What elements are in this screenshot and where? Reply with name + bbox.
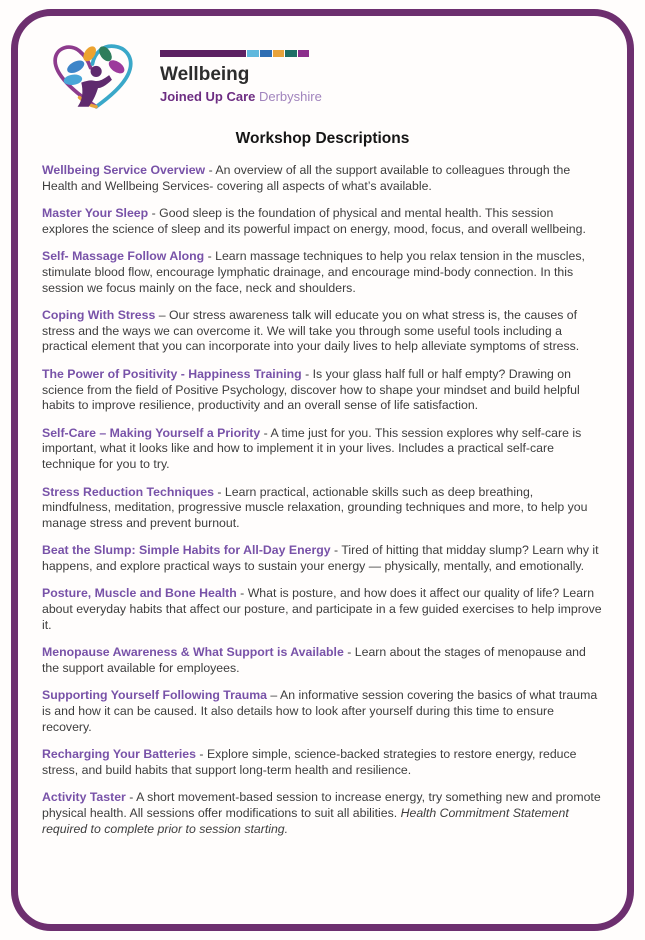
brand-bar-segment: [273, 50, 285, 57]
workshop-description: An informative session covering the basics of what trauma is and how it can be caused. It also details how to look after yourself during this time to ensure recovery.: [42, 688, 598, 734]
workshop-paragraph: [42, 485, 603, 532]
joined-up-care-label: Joined Up Care: [160, 89, 256, 104]
page-title: Workshop Descriptions: [235, 130, 410, 147]
workshop-description: Learn about the stages of menopause and the support available for employees.: [42, 645, 586, 675]
brand-color-bar: [160, 50, 310, 57]
workshop-description: Our stress awareness talk will educate you on what stress is, the causes of stress and the ways we can overcome it. We will take you through some useful tools including a practical element that you can incorporate into your daily lives to help alleviate symptoms of stress.: [42, 308, 580, 354]
workshop-separator: -: [151, 206, 156, 221]
workshop-paragraph: [42, 688, 603, 735]
workshop-separator: -: [199, 747, 204, 762]
workshop-separator: -: [305, 366, 310, 381]
workshop-description: Learn massage techniques to help you relax tension in the muscles, stimulate blood flow, encourage lymphatic drainage, and encourage mind-body connection. In this session we focus mainly on the face, neck and shoulders.: [42, 249, 585, 295]
person-body: [78, 75, 112, 107]
brand-bar-segment: [260, 50, 272, 57]
workshop-description: Learn practical, actionable skills such as deep breathing, mindfulness, meditation, progressive muscle relaxation, grounding techniques and more, to help you manage stress and prevent burnout.: [42, 484, 588, 530]
brand-bar-segment: [247, 50, 259, 57]
workshop-separator: -: [129, 790, 134, 805]
workshop-paragraph: [42, 308, 603, 355]
workshop-name: Self- Massage Follow Along: [42, 249, 205, 264]
workshop-name: Coping With Stress: [42, 308, 156, 323]
workshop-separator: -: [208, 163, 213, 177]
leaf-blue-upper: [65, 58, 86, 76]
derbyshire-label: Derbyshire: [258, 89, 322, 104]
workshop-paragraph: [42, 249, 603, 296]
workshop-separator: -: [334, 543, 339, 558]
workshop-paragraph: [42, 543, 603, 574]
workshop-name: Self-Care – Making Yourself a Priority: [42, 425, 261, 440]
brand-bar-segment: [298, 50, 309, 57]
wellbeing-heart-logo-icon: [42, 38, 154, 116]
brand-bar-segment: [285, 50, 297, 57]
workshop-paragraph: [42, 645, 603, 676]
workshop-name: Posture, Muscle and Bone Health: [42, 586, 237, 601]
workshop-list: [42, 163, 603, 837]
workshop-name: Stress Reduction Techniques: [42, 484, 214, 499]
workshop-paragraph: [42, 426, 603, 473]
workshop-paragraph: [42, 163, 603, 194]
workshop-description: Tired of hitting that midday slump? Learn why it happens, and explore practical ways to sustain your energy — physically, mentally, and emotionally.: [42, 543, 599, 573]
workshop-description: An overview of all the support available to colleagues through the Health and Wellbeing Services- covering all aspects of what’s available.: [42, 163, 571, 193]
brand-wordmark: [160, 38, 322, 104]
brand-name: Wellbeing: [160, 64, 250, 85]
workshop-separator: –: [270, 688, 278, 703]
workshop-paragraph: [42, 747, 603, 778]
brand-subtitle: [160, 89, 322, 104]
brand-header: [42, 38, 603, 116]
brand-bar-segment: [160, 50, 246, 57]
workshop-separator: –: [158, 308, 166, 323]
workshop-description: What is posture, and how does it affect our quality of life? Learn about everyday habits that affect our posture, and participate in a few guided exercises to help improve it.: [42, 586, 602, 632]
workshop-description: A time just for you. This session explores why self-care is important, what it looks like and how to implement it in your lives. Includes a practical self-care technique for you to try.: [42, 425, 582, 471]
workshop-description: Good sleep is the foundation of physical and mental health. This session explores the science of sleep and its powerful impact on energy, mood, focus, and overall wellbeing.: [42, 206, 586, 236]
workshop-name: Menopause Awareness & What Support is Available: [42, 645, 344, 660]
workshop-name: Master Your Sleep: [42, 206, 149, 221]
workshop-name: The Power of Positivity - Happiness Training: [42, 366, 302, 381]
workshop-name: Activity Taster: [42, 790, 126, 805]
workshop-paragraph: [42, 790, 603, 837]
workshop-paragraph: [42, 586, 603, 633]
page-content: [42, 38, 603, 849]
workshop-separator: -: [240, 586, 245, 601]
workshop-separator: -: [263, 425, 268, 440]
workshop-name: Recharging Your Batteries: [42, 747, 196, 762]
workshop-separator: -: [347, 645, 352, 660]
workshop-paragraph: [42, 206, 603, 237]
workshop-name: Supporting Yourself Following Trauma: [42, 688, 267, 703]
person-head: [91, 66, 102, 77]
workshop-paragraph: [42, 367, 603, 414]
workshop-name: Wellbeing Service Overview: [42, 163, 206, 177]
workshop-description: Is your glass half full or half empty? Drawing on science from the field of Positive Psychology, discover how to shape your mindset and build helpful habits to improve resilience, productivity and an overall sense of life satisfaction.: [42, 366, 580, 413]
workshop-description: Explore simple, science-backed strategies to restore energy, reduce stress, and build habits that support long-term health and resilience.: [42, 747, 577, 777]
workshop-separator: -: [207, 249, 212, 264]
workshop-description: A short movement-based session to increase energy, try something new and promote physical health. All sessions offer modifications to suit all abilities.: [42, 790, 601, 820]
workshop-name: Beat the Slump: Simple Habits for All-Day Energy: [42, 543, 331, 558]
workshop-separator: -: [217, 484, 222, 499]
workshop-italic-note: Health Commitment Statement required to complete prior to session starting.: [42, 806, 569, 836]
